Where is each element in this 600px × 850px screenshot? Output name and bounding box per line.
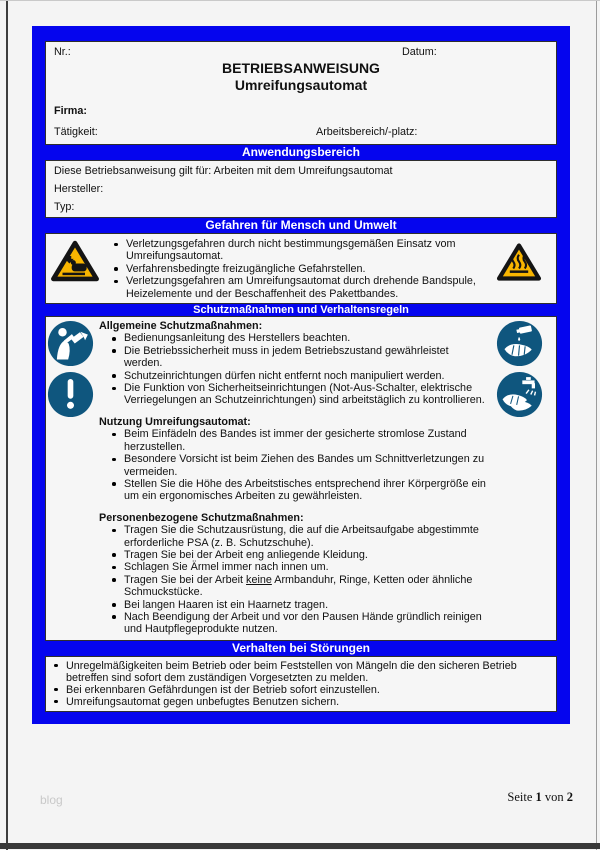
list-item: Stellen Sie die Höhe des Arbeitstisches entsprechend ihrer Körpergröße ein um ein ergonomisches Arbeiten zu gewährleisten. bbox=[99, 478, 488, 503]
list-item: Schutzeinrichtungen dürfen nicht entfernt noch manipuliert werden. bbox=[99, 370, 488, 382]
datum-label: Datum: bbox=[402, 46, 437, 58]
list-item: Bei langen Haaren ist ein Haarnetz tragen. bbox=[99, 599, 488, 611]
document-subtitle: Umreifungsautomat bbox=[234, 77, 368, 93]
general-mandatory-icon bbox=[47, 371, 94, 418]
page-number bbox=[507, 790, 573, 805]
band-anwendungsbereich: Anwendungsbereich bbox=[241, 145, 360, 159]
header-box bbox=[45, 41, 557, 145]
list-item: Verletzungsgefahren am Umreifungsautomat durch drehende Bandspule, Heizelemente und der Beschaffenheit des Pakettbandes. bbox=[108, 275, 496, 300]
list-item: Die Funktion von Sicherheitseinrichtungen (Not-Aus-Schalter, elektrische Verriegelungen an Schutzeinrichtungen) sind arbeitstäglich zu kontrollieren. bbox=[99, 382, 488, 407]
hazard-list bbox=[108, 238, 496, 300]
list-item: Unregelmäßigkeiten beim Betrieb oder beim Feststellen von Mängeln die den sicheren Betrieb betreffen sind sofort dem zuständigen Vorgesetzten zu melden. bbox=[50, 660, 550, 684]
band-gefahren: Gefahren für Mensch und Umwelt bbox=[205, 218, 397, 232]
taetigkeit-label: Tätigkeit: bbox=[54, 126, 98, 138]
hazard-text bbox=[108, 237, 496, 300]
list-item: Tragen Sie bei der Arbeit keine Armbanduhr, Ringe, Ketten oder ähnliche Schmuckstücke. bbox=[99, 574, 488, 599]
list-item: Umreifungsautomat gegen unbefugtes Benutzen sichern. bbox=[50, 696, 550, 708]
read-manual-mandatory-icon bbox=[47, 320, 94, 367]
arbeitsbereich-label: Arbeitsbereich/-platz: bbox=[316, 126, 418, 138]
disturbance-box bbox=[45, 656, 557, 712]
list-item: Die Betriebssicherheit muss in jedem Betriebszustand gewährleistet werden. bbox=[99, 345, 488, 370]
watermark: blog bbox=[40, 793, 63, 807]
list-item: Nach Beendigung der Arbeit und vor den Pausen Hände gründlich reinigen und Hautpflegeprodukte nutzen. bbox=[99, 611, 488, 636]
nr-label: Nr.: bbox=[54, 46, 71, 58]
left-mandatory-icons bbox=[46, 319, 99, 636]
personen-heading: Personenbezogene Schutzmaßnahmen: bbox=[99, 511, 304, 524]
nutzung-list bbox=[99, 428, 488, 502]
personen-list bbox=[99, 524, 488, 636]
list-item: Tragen Sie bei der Arbeit eng anliegende Kleidung. bbox=[99, 549, 488, 561]
hand-crush-warning-icon bbox=[50, 237, 108, 300]
hot-surface-warning-icon bbox=[496, 237, 552, 300]
disturbance-list bbox=[50, 660, 550, 708]
allgemein-list bbox=[99, 332, 488, 406]
list-item: Besondere Vorsicht ist beim Ziehen des Bandes um Schnittverletzungen zu vermeiden. bbox=[99, 453, 488, 478]
page-label-pre: Seite bbox=[507, 790, 536, 804]
band-schutzmassnahmen: Schutzmaßnahmen und Verhaltensregeln bbox=[193, 304, 409, 317]
typ-label: Typ: bbox=[54, 201, 75, 213]
measures-text bbox=[99, 319, 488, 636]
hersteller-label: Hersteller: bbox=[54, 183, 104, 195]
instruction-sheet bbox=[32, 26, 570, 724]
list-item: Bei erkennbaren Gefährdungen ist der Betrieb sofort einzustellen. bbox=[50, 684, 550, 696]
use-skin-protection-mandatory-icon bbox=[496, 320, 543, 367]
page-edge-right bbox=[596, 1, 597, 850]
list-item: Beim Einfädeln des Bandes ist immer der gesicherte stromlose Zustand herzustellen. bbox=[99, 428, 488, 453]
wash-hands-mandatory-icon bbox=[496, 371, 543, 418]
measures-box bbox=[45, 316, 557, 641]
list-item: Tragen Sie die Schutzausrüstung, die auf die Arbeitsaufgabe abgestimmte erforderliche PSA (z. B. Schutzschuhe). bbox=[99, 524, 488, 549]
allgemein-heading: Allgemeine Schutzmaßnahmen: bbox=[99, 320, 263, 333]
list-item: Verletzungsgefahren durch nicht bestimmungsgemäßen Einsatz vom Umreifungsautomat. bbox=[108, 238, 496, 263]
list-item: Schlagen Sie Ärmel immer nach innen um. bbox=[99, 561, 488, 573]
header-activity-row bbox=[54, 126, 548, 139]
hazard-box bbox=[45, 233, 557, 304]
right-mandatory-icons bbox=[488, 319, 556, 636]
firma-label: Firma: bbox=[54, 105, 87, 117]
page-edge-bottom bbox=[0, 843, 600, 849]
page-label-mid: von bbox=[541, 790, 567, 804]
list-item: Bedienungsanleitung des Herstellers beachten. bbox=[99, 332, 488, 344]
scope-box bbox=[45, 160, 557, 218]
page-edge-left bbox=[6, 1, 8, 850]
list-item: Verfahrensbedingte freizugängliche Gefahrstellen. bbox=[108, 263, 496, 275]
band-stoerungen: Verhalten bei Störungen bbox=[231, 640, 371, 655]
document-title: BETRIEBSANWEISUNG bbox=[222, 60, 380, 76]
page-current: 1 bbox=[535, 790, 542, 804]
page-total: 2 bbox=[566, 790, 573, 804]
scope-line: Diese Betriebsanweisung gilt für: Arbeiten mit dem Umreifungsautomat bbox=[54, 165, 393, 177]
nutzung-heading: Nutzung Umreifungsautomat: bbox=[99, 415, 251, 428]
header-number-row bbox=[54, 46, 548, 59]
